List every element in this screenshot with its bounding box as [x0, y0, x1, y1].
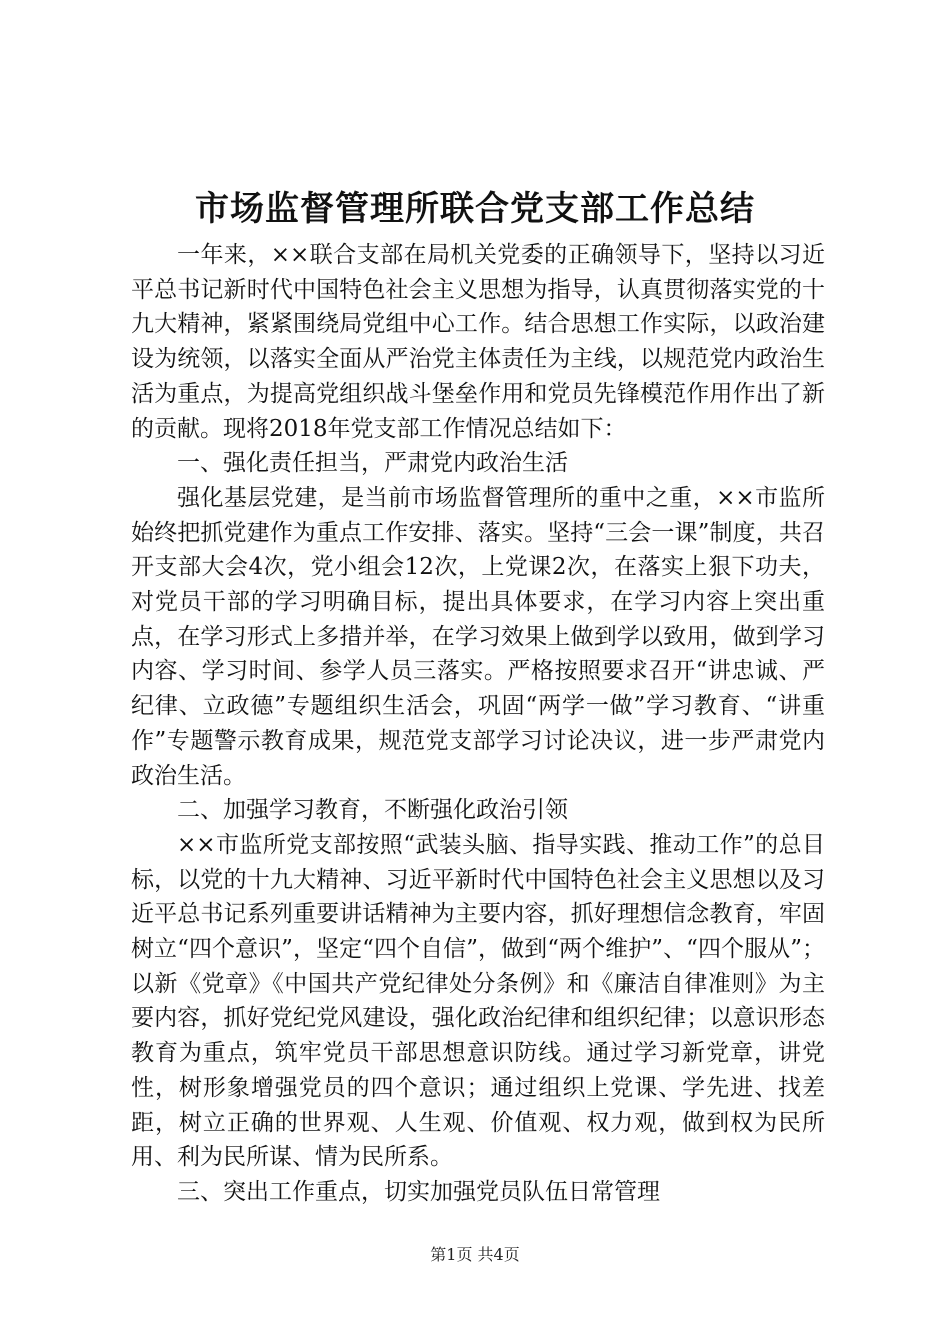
- page-number-footer: 第1页 共4页: [430, 1245, 520, 1264]
- section-heading-1: 一、强化责任担当，严肃党内政治生活: [177, 450, 568, 477]
- paragraph-intro: 一年来，××联合支部在局机关党委的正确领导下，坚持以习近平总书记新时代中国特色社会主义思想为指导，认真贯彻落实党的十九大精神，紧紧围绕局党组中心工作。结合思想工作实际，以政治建设为统领，以落实全面从严治党主体责任为主线，以规范党内政治生活为重点，为提高党组织战斗堡垒作用和党员先锋模范作用作出了新的贡献。现将2018年党支部工作情况总结如下：: [131, 242, 825, 442]
- document-body: [131, 238, 825, 1210]
- paragraph-section-2: ××市监所党支部按照“武装头脑、指导实践、推动工作”的总目标，以党的十九大精神、习近平新时代中国特色社会主义思想以及习近平总书记系列重要讲话精神为主要内容，抓好理想信念教育，牢固树立“四个意识”，坚定“四个自信”，做到“两个维护”、“四个服从”；以新《党章》《中国共产党纪律处分条例》和《廉洁自律准则》为主要内容，抓好党纪党风建设，强化政治纪律和组织纪律；以意识形态教育为重点，筑牢党员干部思想意识防线。通过学习新党章，讲党性，树形象增强党员的四个意识；通过组织上党课、学先进、找差距，树立正确的世界观、人生观、价值观、权力观，做到权为民所用、利为民所谋、情为民所系。: [131, 831, 825, 1171]
- document-title: 市场监督管理所联合党支部工作总结: [195, 189, 755, 229]
- section-heading-3: 三、突出工作重点，切实加强党员队伍日常管理: [177, 1178, 660, 1205]
- paragraph-section-1: 强化基层党建，是当前市场监督管理所的重中之重，××市监所始终把抓党建作为重点工作安排、落实。坚持“三会一课”制度，共召开支部大会4次，党小组会12次，上党课2次，在落实上狠下功夫，对党员干部的学习明确目标，提出具体要求，在学习内容上突出重点，在学习形式上多措并举，在学习效果上做到学以致用，做到学习内容、学习时间、参学人员三落实。严格按照要求召开“讲忠诚、严纪律、立政德”专题组织生活会，巩固“两学一做”学习教育、“讲重作”专题警示教育成果，规范党支部学习讨论决议，进一步严肃党内政治生活。: [131, 484, 825, 789]
- section-heading-2: 二、加强学习教育，不断强化政治引领: [177, 797, 568, 824]
